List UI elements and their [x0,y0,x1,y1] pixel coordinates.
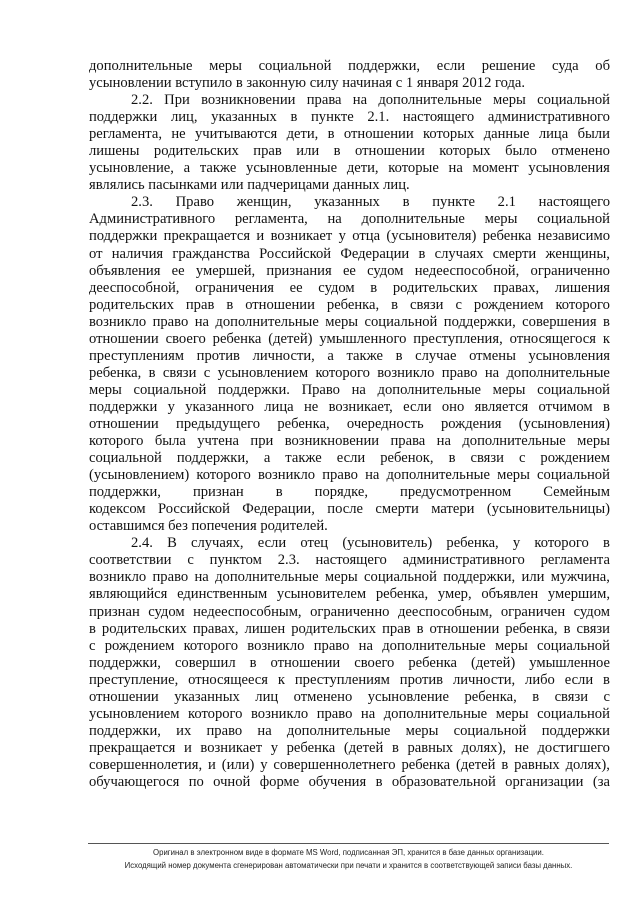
footer-note-number: Исходящий номер документа сгенерирован автоматически при печати и хранится в соответствующей записи базы данных. [124,861,573,870]
footer-note-original: Оригинал в электронном виде в формате MS Word, подписанная ЭП, хранится в базе данных организации. [153,848,544,857]
text-line: усыновлении вступило в законную силу начиная с 1 января 2012 года. [89,75,526,92]
text-line: Административного регламента, на дополнительные меры социальной [89,211,610,228]
text-line: поддержки у указанного лица не возникает, если оно является отчимом в [89,398,610,415]
text-line: кодексом Российской Федерации, после смерти матери (усыновительницы) [89,501,610,518]
text-line: являющийся единственным усыновителем ребенка, умер, объявлен умершим, [89,586,610,603]
text-line: которого была учтена при возникновении права на дополнительные меры [89,433,610,450]
text-line: поддержки, признан в порядке, предусмотренном Семейным [89,484,610,501]
text-line: 2.3. Право женщин, указанных в пункте 2.1 настоящего [131,194,610,211]
text-line: прекращается и возникает у ребенка (детей в равных долях), не достигшего [89,739,610,756]
text-line: поддержки, совершил в отношении своего ребенка (детей) умышленное [89,654,610,671]
text-line: соответствии с пунктом 2.3. настоящего административного регламента [89,552,610,569]
text-line: отношении указанных лиц отменено усыновление ребенка, в связи с [89,688,610,705]
text-line: 2.4. В случаях, если отец (усыновитель) ребенка, у которого в [131,535,610,552]
text-line: лишены родительских прав или в отношении которых было отменено [89,143,610,160]
text-line: преступлениям против личности, а также в случае отмены усыновления [89,347,610,364]
text-line: от наличия гражданства Российской Федерации в случаях смерти женщины, [89,245,610,262]
footer-divider [88,843,609,844]
text-line: поддержки, их право на дополнительные меры социальной поддержки [89,722,610,739]
text-line: с рождением которого возникло право на дополнительные меры социальной [89,637,610,654]
text-line: (усыновлением) которого возникло право на дополнительные меры социальной [89,467,610,484]
text-line: усыновлением которого возникло право на дополнительные меры социальной [89,705,610,722]
text-line: совершеннолетия, и (или) у совершеннолетнего ребенка (детей в равных долях), [89,756,610,773]
text-line: оставшимся без попечения родителей. [89,518,328,535]
text-line: дееспособной, ограничения ее судом в родительских правах, лишения [89,279,610,296]
text-line: поддержки прекращается и возникает у отца (усыновителя) ребенка независимо [89,228,610,245]
text-line: признан судом недееспособным, ограниченно дееспособным, ограничен судом [89,603,610,620]
text-line: являлись пасынками или падчерицами данных лиц. [89,177,410,194]
text-line: возникло право на дополнительные меры социальной поддержки, или мужчина, [89,569,610,586]
text-line: родительских прав в отношении ребенка, в связи с рождением которого [89,296,610,313]
text-line: отношении своего ребенка (детей) умышленного преступления, относящегося к [89,330,610,347]
text-line: дополнительные меры социальной поддержки, если решение суда об [89,58,610,74]
text-line: в родительских правах, лишен родительских прав в отношении ребенка, в связи [89,620,610,637]
text-line: регламента, не учитываются дети, в отношении которых данные лица были [89,126,610,143]
text-line: меры социальной поддержки. Право на дополнительные меры социальной [89,381,610,398]
text-line: ребенка, в связи с усыновлением которого возникло право на дополнительные [89,364,610,381]
text-line: объявления ее умершей, признания ее судом недееспособной, ограниченно [89,262,610,279]
document-body [89,58,610,791]
text-line: 2.2. При возникновении права на дополнительные меры социальной [131,92,610,109]
text-line: социальной поддержки, а также если ребенок, в связи с рождением [89,450,610,467]
text-line: поддержки лиц, указанных в пункте 2.1. настоящего административного [89,109,610,126]
text-line: обучающегося по очной форме обучения в образовательной организации (за [89,773,610,790]
text-line: преступление, относящееся к преступлениям против личности, либо если в [89,671,610,688]
text-line: отношении предыдущего ребенка, очередность рождения (усыновления) [89,415,610,432]
text-line: возникло право на дополнительные меры социальной поддержки, совершения в [89,313,610,330]
text-line: усыновление, а также усыновленные дети, которые на момент усыновления [89,160,610,177]
